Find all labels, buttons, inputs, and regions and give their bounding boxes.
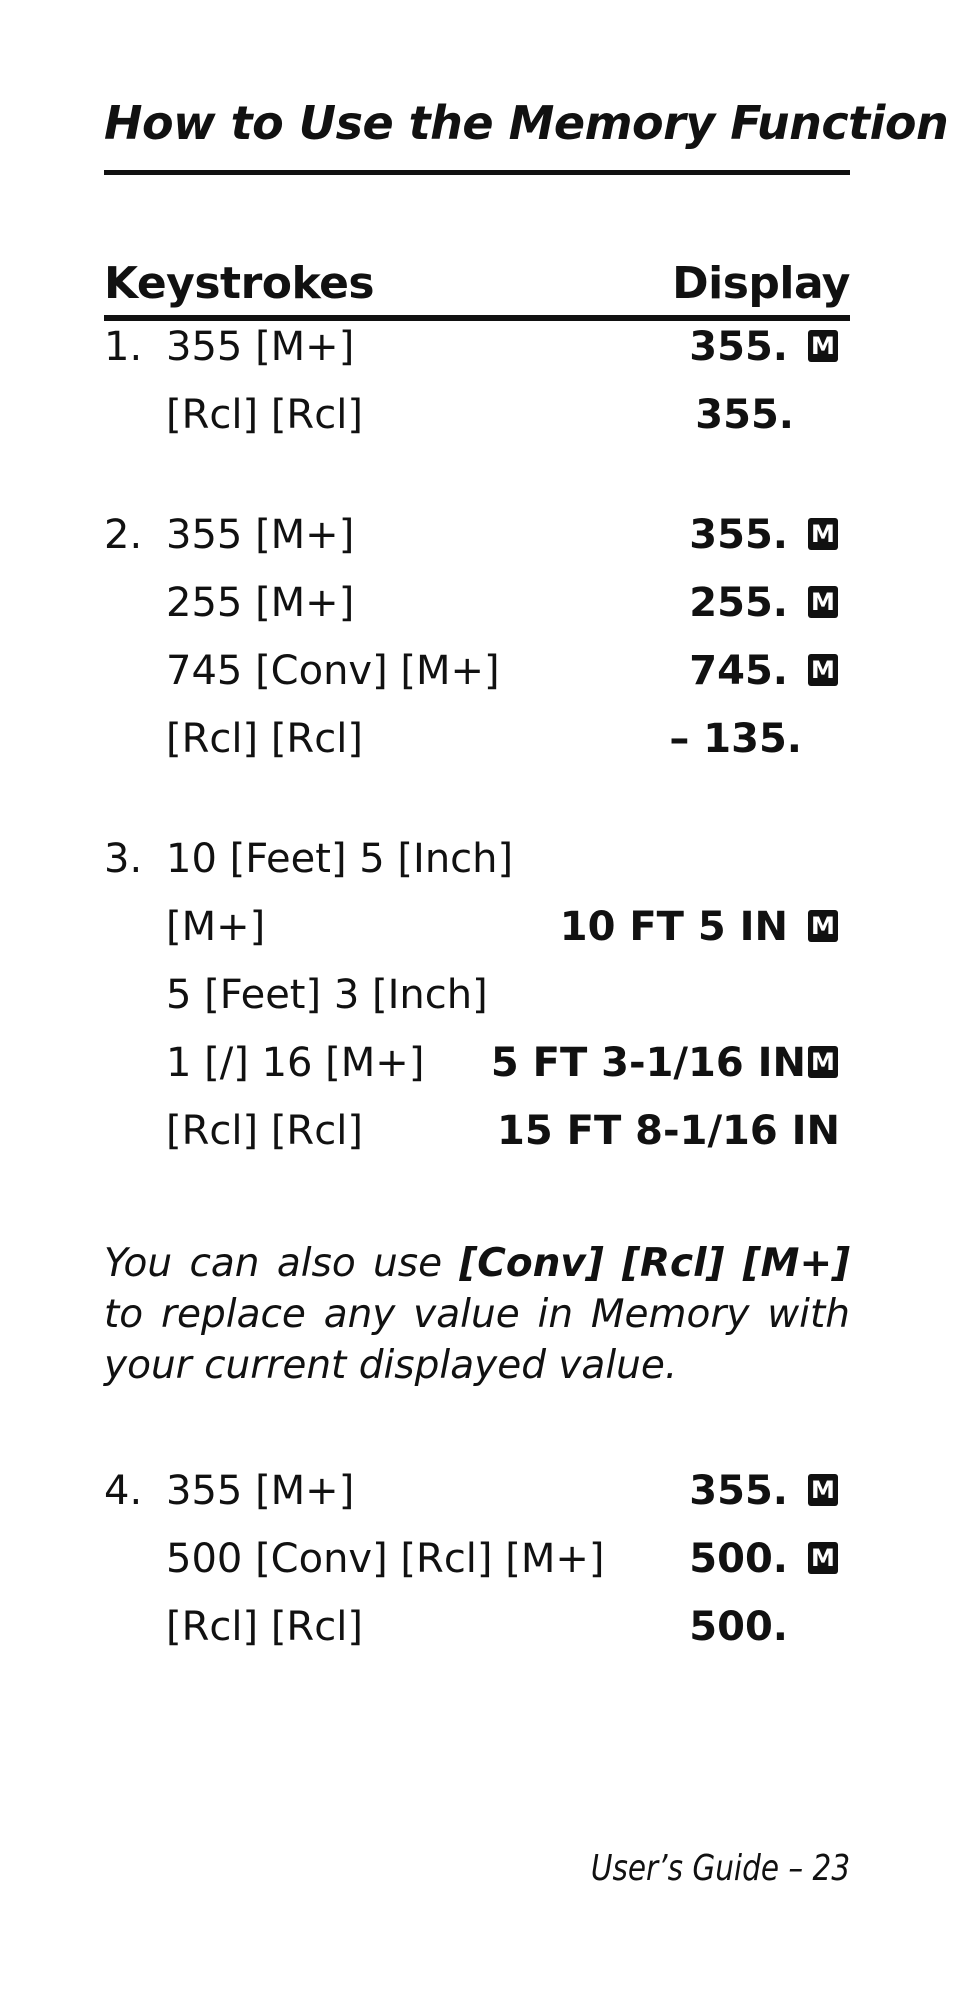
example-3-row-5 — [104, 1108, 850, 1168]
memory-indicator-icon: M — [808, 518, 838, 550]
manual-page — [104, 0, 949, 2009]
memory-indicator-icon: M — [808, 1474, 838, 1506]
example-number: 1. — [104, 324, 143, 370]
keystroke-text: [Rcl] [Rcl] — [166, 1108, 363, 1154]
memory-indicator-icon: M — [808, 1046, 838, 1078]
keystroke-text: 5 [Feet] 3 [Inch] — [166, 972, 488, 1018]
keystroke-text: 500 [Conv] [Rcl] [M+] — [166, 1536, 605, 1582]
example-2-row-2 — [104, 580, 850, 640]
display-value: 5 FT 3-1/16 IN — [490, 1040, 806, 1086]
title-underline — [104, 170, 850, 175]
keystroke-text: 355 [M+] — [166, 1468, 355, 1514]
display-value: 355. — [689, 324, 788, 370]
memory-indicator-icon: M — [808, 654, 838, 686]
memory-indicator-icon: M — [808, 1542, 838, 1574]
keystroke-text: 355 [M+] — [166, 512, 355, 558]
note-text-before: You can also use — [104, 1241, 460, 1286]
keystroke-text: [Rcl] [Rcl] — [166, 392, 363, 438]
keystroke-text: [M+] — [166, 904, 266, 950]
display-value: 500. — [689, 1536, 788, 1582]
display-column-header: Display — [672, 258, 850, 309]
example-2-row-3 — [104, 648, 850, 708]
example-1-row-2 — [104, 392, 850, 452]
page-title: How to Use the Memory Function — [104, 96, 949, 150]
example-2-row-4 — [104, 716, 850, 776]
keystroke-text: 10 [Feet] 5 [Inch] — [166, 836, 514, 882]
memory-indicator-icon: M — [808, 586, 838, 618]
example-4-row-1 — [104, 1468, 850, 1528]
display-value: 255. — [689, 580, 788, 626]
memory-replace-note — [104, 1238, 850, 1391]
display-value: – 135. — [669, 716, 802, 762]
example-3-row-4 — [104, 1040, 850, 1100]
keystroke-text: [Rcl] [Rcl] — [166, 716, 363, 762]
keystroke-text: [Rcl] [Rcl] — [166, 1604, 363, 1650]
display-value: 500. — [689, 1604, 788, 1650]
example-3-row-2 — [104, 904, 850, 964]
example-1-row-1 — [104, 324, 850, 384]
example-number: 2. — [104, 512, 143, 558]
memory-indicator-icon: M — [808, 330, 838, 362]
example-2-row-1 — [104, 512, 850, 572]
display-value: 15 FT 8-1/16 IN — [497, 1108, 840, 1154]
example-number: 3. — [104, 836, 143, 882]
display-value: 355. — [695, 392, 794, 438]
keystroke-text: 255 [M+] — [166, 580, 355, 626]
memory-indicator-icon: M — [808, 910, 838, 942]
keystroke-text: 1 [/] 16 [M+] — [166, 1040, 425, 1086]
header-rule — [104, 315, 850, 321]
keystroke-text: 355 [M+] — [166, 324, 355, 370]
display-value: 355. — [689, 512, 788, 558]
display-value: 10 FT 5 IN — [559, 904, 788, 950]
page-footer: User’s Guide – 23 — [590, 1848, 850, 1889]
display-value: 745. — [689, 648, 788, 694]
example-4-row-3 — [104, 1604, 850, 1664]
note-keystrokes: [Conv] [Rcl] [M+] — [459, 1241, 850, 1286]
example-number: 4. — [104, 1468, 143, 1514]
example-4-row-2 — [104, 1536, 850, 1596]
note-text-after: to replace any value in Memory with your current displayed value. — [104, 1292, 850, 1388]
example-3-row-1 — [104, 836, 850, 896]
display-value: 355. — [689, 1468, 788, 1514]
keystrokes-column-header: Keystrokes — [104, 258, 375, 309]
keystroke-text: 745 [Conv] [M+] — [166, 648, 500, 694]
example-3-row-3 — [104, 972, 850, 1032]
